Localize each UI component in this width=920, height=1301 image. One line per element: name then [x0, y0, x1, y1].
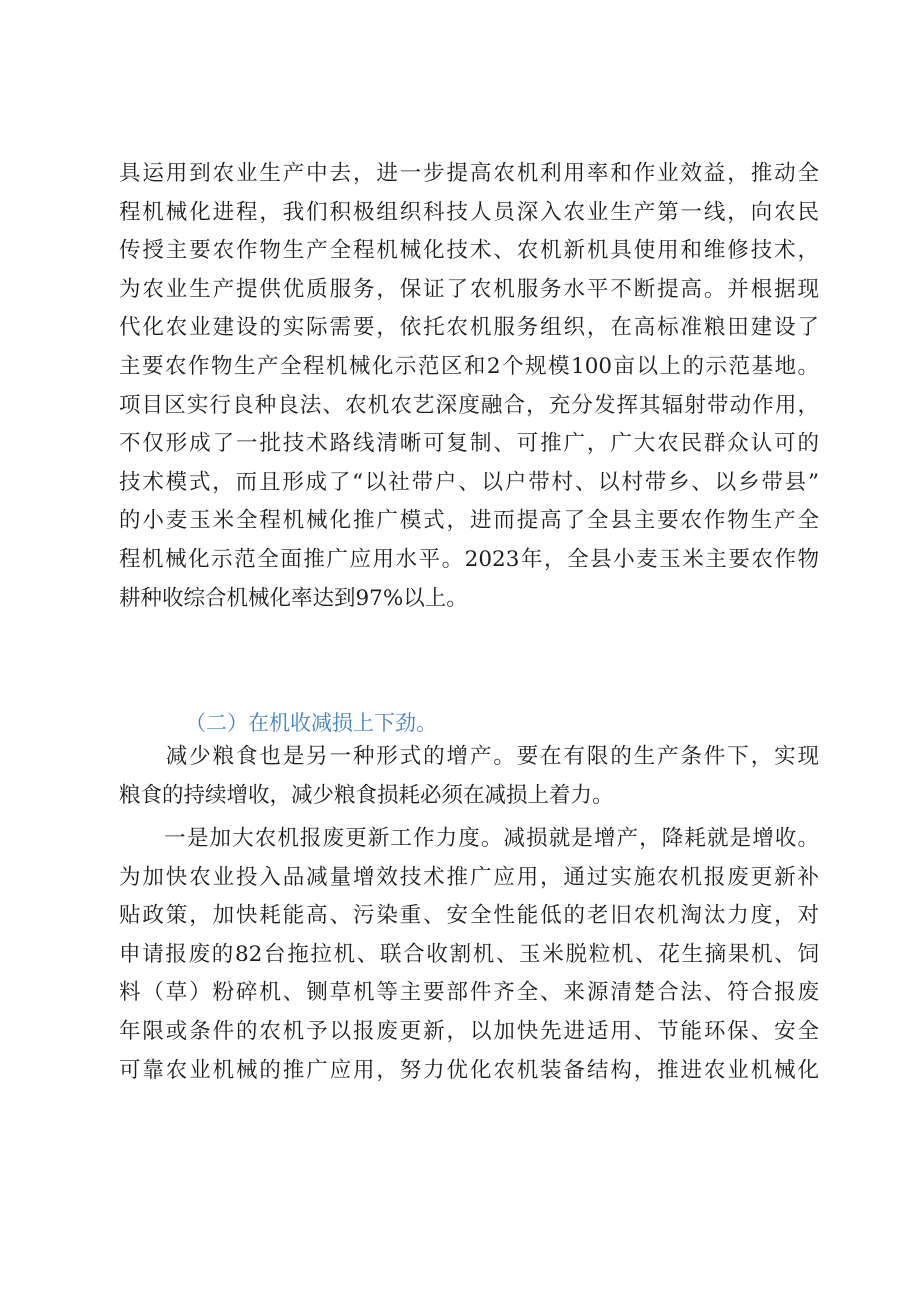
- text-line: 申请报废的82台拖拉机、联合收割机、玉米脱粒机、花生摘果机、饲: [119, 941, 819, 967]
- text-line: 耕种收综合机械化率达到97%以上。: [119, 585, 468, 611]
- text-line: 不仅形成了一批技术路线清晰可复制、可推广，广大农民群众认可的: [119, 431, 819, 457]
- text-line: 一是加大农机报废更新工作力度。减损就是增产，降耗就是增收。: [119, 826, 819, 851]
- text-line: 项目区实行良种良法、农机农艺深度融合，充分发挥其辐射带动作用，: [119, 392, 819, 418]
- text-line: 代化农业建设的实际需要，依托农机服务组织，在高标准粮田建设了: [119, 315, 819, 341]
- text-line: 贴政策，加快耗能高、污染重、安全性能低的老旧农机淘汰力度，对: [119, 903, 819, 929]
- text-line: 技术模式，而且形成了“以社带户、以户带村、以村带乡、以乡带县”: [119, 469, 819, 495]
- paragraph-machinery-scrapping: [119, 820, 819, 1090]
- text-line: 主要农作物生产全程机械化示范区和2个规模100亩以上的示范基地。: [119, 353, 819, 379]
- text-line: 料（草）粉碎机、铡草机等主要部件齐全、来源清楚合法、符合报废: [119, 980, 819, 1006]
- text-line: 为农业生产提供优质服务，保证了农机服务水平不断提高。并根据现: [119, 276, 819, 302]
- paragraph-loss-reduction-intro: [119, 738, 819, 815]
- text-line: 具运用到农业生产中去，进一步提高农机利用率和作业效益，推动全: [119, 161, 819, 186]
- paragraph-mechanization-promotion: [119, 155, 819, 618]
- text-line: 为加快农业投入品减量增效技术推广应用，通过实施农机报废更新补: [119, 864, 819, 890]
- text-line: 传授主要农作物生产全程机械化技术、农机新机具使用和维修技术，: [119, 238, 819, 264]
- text-line: 年限或条件的农机予以报废更新，以加快先进适用、节能环保、安全: [119, 1018, 819, 1044]
- text-line: 粮食的持续增收，减少粮食损耗必须在减损上着力。: [119, 782, 614, 808]
- text-line: 的小麦玉米全程机械化推广模式，进而提高了全县主要农作物生产全: [119, 508, 819, 534]
- text-line: 程机械化进程，我们积极组织科技人员深入农业生产第一线，向农民: [119, 199, 819, 225]
- text-line: 程机械化示范全面推广应用水平。2023年，全县小麦玉米主要农作物: [119, 546, 819, 572]
- text-line: 可靠农业机械的推广应用，努力优化农机装备结构，推进农业机械化: [119, 1057, 819, 1083]
- section-heading: （二）在机收减损上下劲。: [185, 711, 437, 735]
- text-line: 减少粮食也是另一种形式的增产。要在有限的生产条件下，实现: [119, 744, 819, 769]
